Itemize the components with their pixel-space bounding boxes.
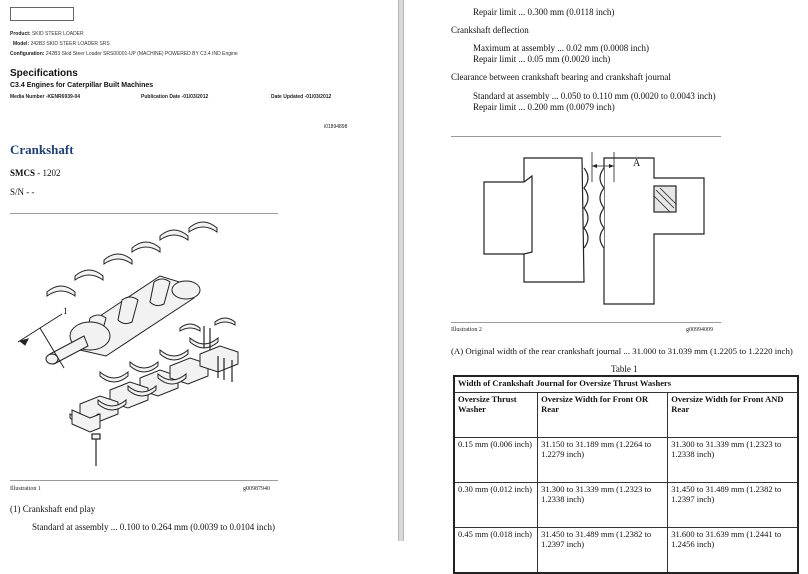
table-label: Table 1 — [611, 364, 638, 374]
table-title: Width of Crankshaft Journal for Oversize Thrust Washers — [454, 376, 798, 393]
illustration-1-code: g00987940 — [243, 486, 270, 492]
left-page — [0, 0, 398, 541]
table-cell: 31.300 to 31.339 mm (1.2323 to 1.2338 inch) — [538, 483, 668, 528]
crankshaft-exploded-illustration — [10, 218, 280, 480]
table-header: Oversize Thrust Washer — [454, 393, 538, 438]
table-cell: 31.300 to 31.339 mm (1.2323 to 1.2338 inch) — [668, 438, 798, 483]
divider — [10, 213, 278, 214]
specifications-subtitle: C3.4 Engines for Caterpillar Built Machines — [10, 82, 154, 89]
configuration-label: Configuration: — [10, 51, 45, 57]
product-label: Product: — [10, 31, 31, 37]
table-cell: 31.600 to 31.639 mm (1.2441 to 1.2456 inch) — [668, 528, 798, 574]
illustration-2-code: g00994009 — [686, 327, 713, 333]
serial-number: S/N - - — [10, 187, 35, 197]
document-id: i01894898 — [324, 124, 348, 130]
original-width-note: (A) Original width of the rear crankshaft journal ... 31.000 to 31.039 mm (1.2205 to 1.2220 inch) — [451, 346, 793, 356]
illustration-bottom-rule — [10, 480, 278, 481]
product-value: SKID STEER LOADER — [31, 31, 84, 37]
clearance-heading: Clearance between crankshaft bearing and crankshaft journal — [451, 72, 671, 82]
deflection-repair: Repair limit ... 0.05 mm (0.0020 inch) — [473, 54, 611, 64]
smcs-value: - 1202 — [35, 168, 61, 178]
callout-1: 1 — [63, 306, 68, 316]
right-page — [404, 0, 808, 549]
logo-placeholder — [10, 7, 74, 21]
clearance-repair: Repair limit ... 0.200 mm (0.0079 inch) — [473, 102, 615, 112]
illustration-2-top-rule — [451, 136, 721, 137]
media-number: Media Number -KENR6939-04 — [10, 94, 81, 100]
table-row — [454, 483, 798, 528]
section-heading: Crankshaft — [10, 142, 74, 157]
illustration-1-caption: Illustration 1 — [10, 486, 41, 492]
illustration-2-caption: Illustration 2 — [451, 327, 482, 333]
specifications-title: Specifications — [10, 68, 78, 79]
smcs-line — [10, 168, 61, 178]
model-line — [13, 41, 110, 47]
end-play-item: (1) Crankshaft end play — [10, 504, 96, 514]
deflection-max: Maximum at assembly ... 0.02 mm (0.0008 inch) — [473, 43, 649, 53]
clearance-standard: Standard at assembly ... 0.050 to 0.110 mm (0.0020 to 0.0043 inch) — [473, 91, 716, 101]
table-row — [454, 528, 798, 574]
repair-limit-top: Repair limit ... 0.300 mm (0.0118 inch) — [473, 7, 615, 17]
callout-a: A — [633, 158, 641, 169]
oversize-washer-table — [453, 375, 799, 574]
smcs-label: SMCS — [10, 168, 36, 178]
table-header: Oversize Width for Front OR Rear — [538, 393, 668, 438]
table-row — [454, 438, 798, 483]
table-cell: 31.150 to 31.189 mm (1.2264 to 1.2279 inch) — [538, 438, 668, 483]
illustration-2-bottom-rule — [451, 322, 721, 323]
journal-width-illustration — [464, 142, 714, 322]
model-value: 242B3 SKID STEER LOADER SRS — [30, 41, 110, 47]
table-cell: 31.450 to 31.489 mm (1.2382 to 1.2397 inch) — [538, 528, 668, 574]
table-cell: 0.45 mm (0.018 inch) — [454, 528, 538, 574]
table-cell: 0.30 mm (0.012 inch) — [454, 483, 538, 528]
configuration-line — [10, 51, 238, 57]
end-play-standard: Standard at assembly ... 0.100 to 0.264 mm (0.0039 to 0.0104 inch) — [32, 522, 275, 532]
date-updated: Date Updated -01/03/2012 — [271, 94, 332, 100]
product-line — [10, 31, 84, 37]
model-label: Model: — [13, 41, 30, 47]
table-header: Oversize Width for Front AND Rear — [668, 393, 798, 438]
configuration-value: 242B3 Skid Steer Loader SRS00001-UP (MACHINE) POWERED BY C3.4 IND Engine — [45, 51, 238, 57]
table-cell: 31.450 to 31.489 mm (1.2382 to 1.2397 inch) — [668, 483, 798, 528]
deflection-heading: Crankshaft deflection — [451, 25, 529, 35]
table-cell: 0.15 mm (0.006 inch) — [454, 438, 538, 483]
publication-date: Publication Date -01/03/2012 — [141, 94, 209, 100]
